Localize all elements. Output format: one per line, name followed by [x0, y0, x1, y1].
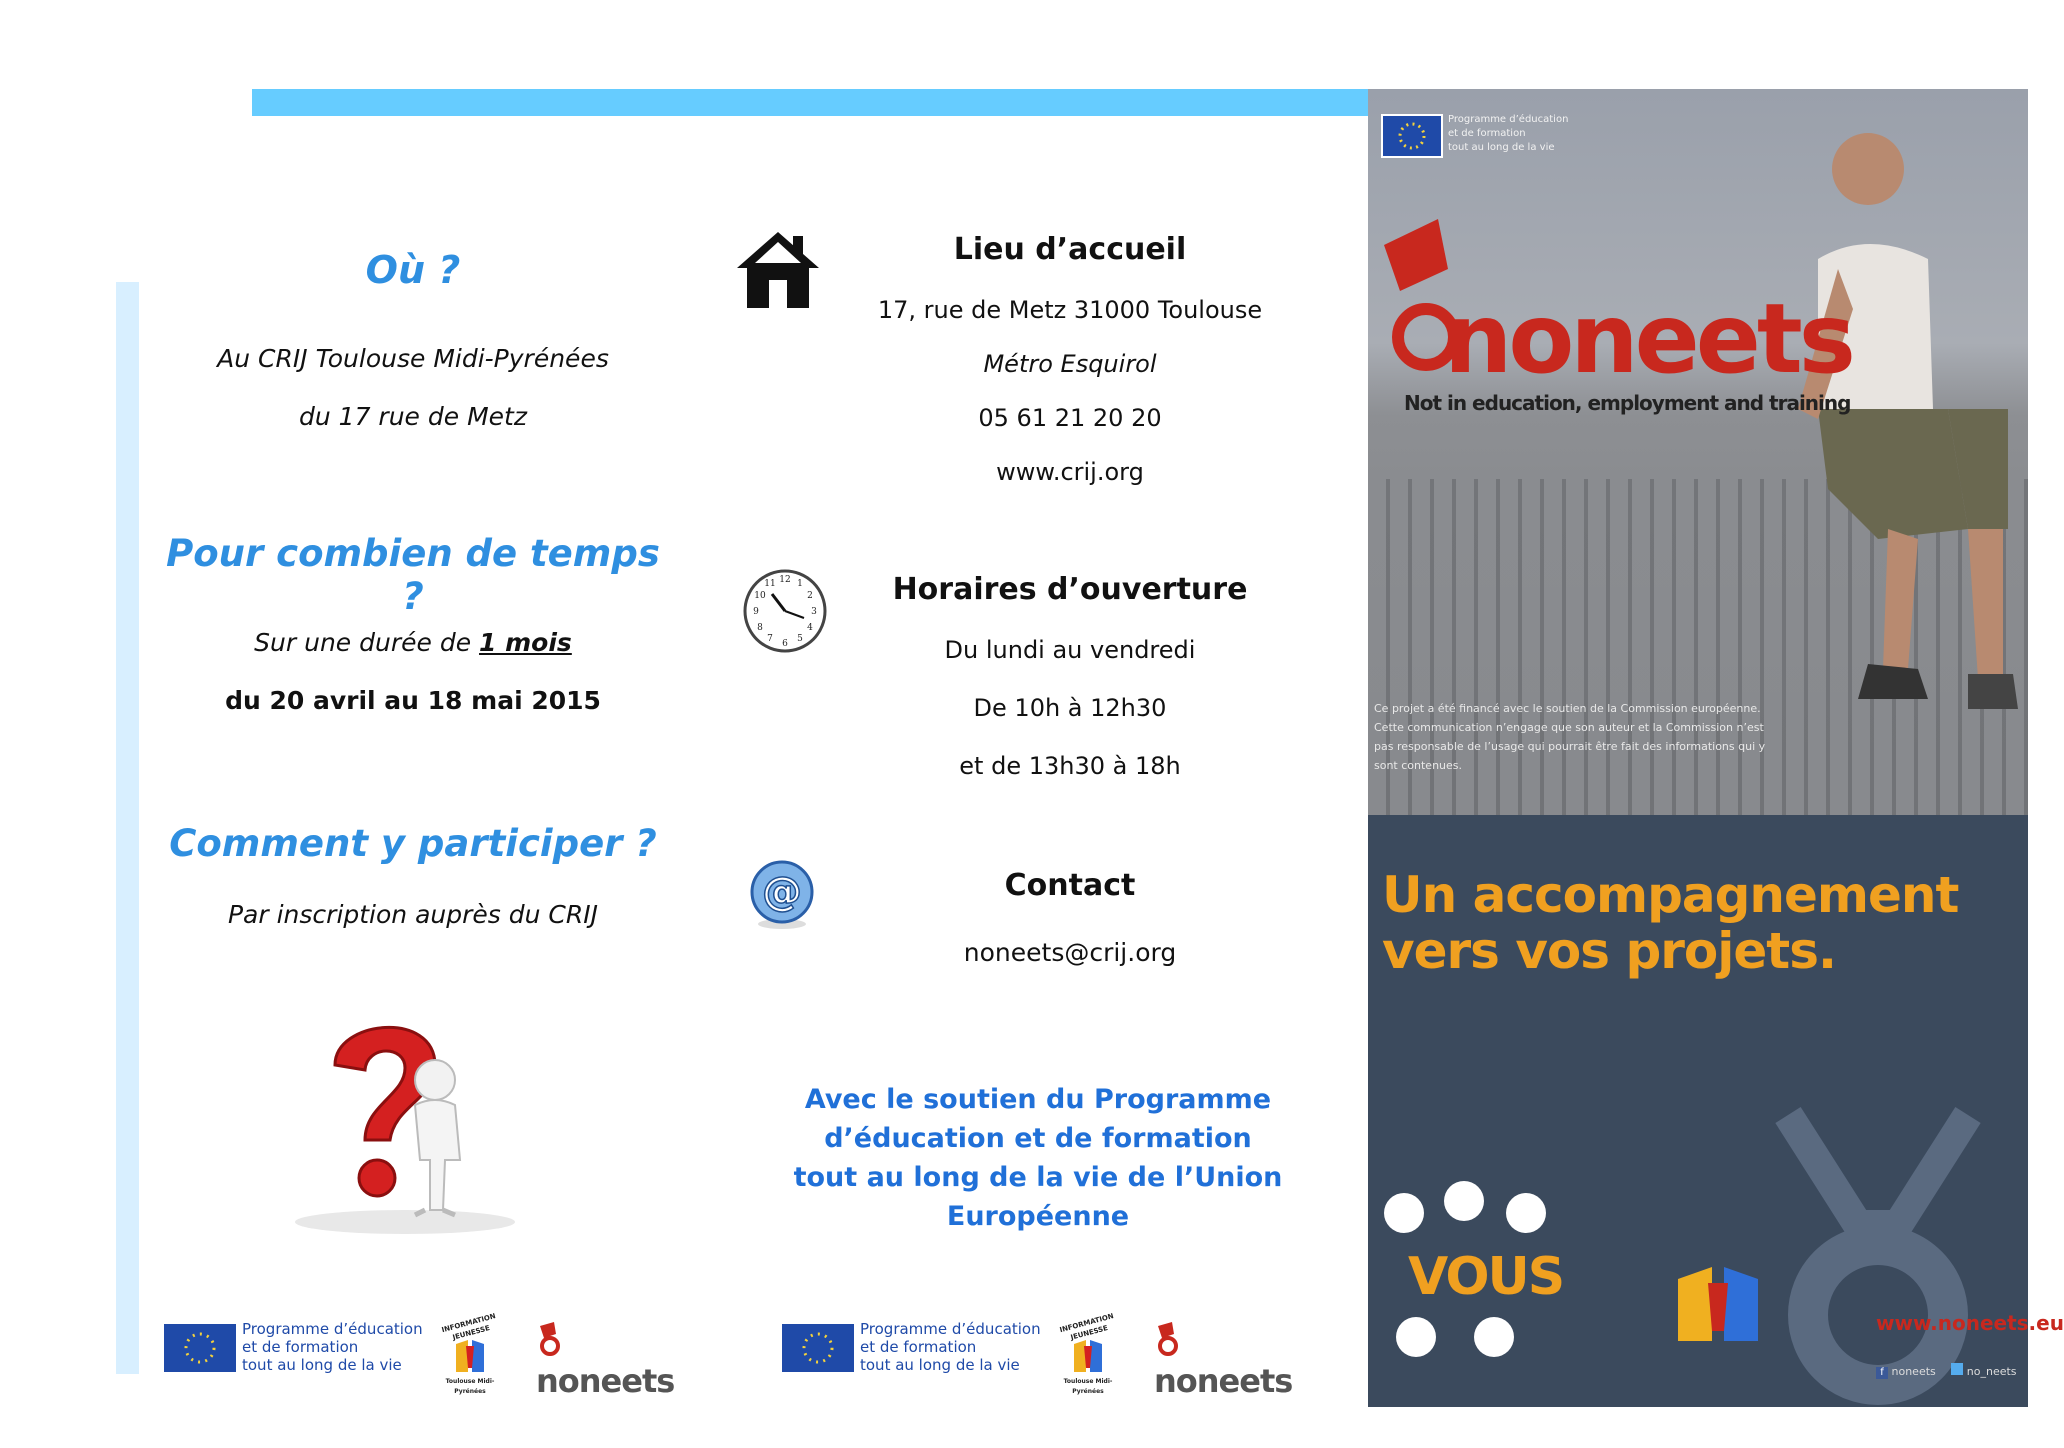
support-text: Avec le soutien du Programme d’éducation et de formation tout au long de la vie de l’Union Européenne [793, 1084, 1283, 1232]
how-text: Par inscription auprès du CRIJ [227, 900, 598, 929]
duration-dates: du 20 avril au 18 mai 2015 [225, 686, 601, 715]
logo-strip-left [164, 1312, 675, 1400]
svg-text:3: 3 [811, 607, 817, 617]
question-figure-image [285, 1010, 525, 1235]
poster-brand: noneets [1444, 283, 1852, 395]
where-title: Où ? [365, 248, 461, 292]
hours-title: Horaires d’ouverture [892, 572, 1248, 607]
info-jeunesse-mark-icon [1068, 1338, 1108, 1374]
poster-figure-watermark-icon [1748, 1075, 2008, 1405]
eu-program-line2: et de formation [242, 1338, 359, 1356]
poster-headline-line2: vers vos projets. [1382, 922, 1836, 980]
noneets-poster [1368, 89, 2064, 1407]
house-icon [735, 228, 821, 310]
noneets-mark-icon [536, 1322, 564, 1362]
eu-program-logo-text [242, 1320, 423, 1374]
poster-disclaimer: Ce projet a été financé avec le soutien de la Commission européenne. Cette communication n’engage que son auteur et la Commission n’est pas responsable de l’usage qui pourrait être fait des informations qui y sont contenues. [1374, 702, 1766, 772]
info-jeunesse-mark-icon [450, 1338, 490, 1374]
svg-text:11: 11 [764, 579, 776, 589]
noneets-logo [1154, 1322, 1292, 1400]
hours-days: Du lundi au vendredi [944, 636, 1196, 664]
at-sign-icon [748, 858, 816, 930]
poster-headline [1382, 867, 1958, 979]
poster-photo [1368, 89, 2028, 815]
svg-text:8: 8 [757, 623, 763, 633]
eu-program-line3: tout au long de la vie [860, 1356, 1020, 1374]
duration-title: Pour combien de temps ? [166, 532, 660, 618]
eu-flag-icon [164, 1324, 236, 1372]
info-jeunesse-region: Toulouse Midi-Pyrénées [1063, 1378, 1113, 1395]
contact-email[interactable]: noneets@crij.org [963, 938, 1177, 967]
info-jeunesse-logo [432, 1312, 508, 1397]
eu-program-logo-text [860, 1320, 1041, 1374]
poster-social [1876, 1363, 2017, 1379]
venue-phone: 05 61 21 20 20 [978, 404, 1162, 432]
duration-line [150, 628, 676, 657]
svg-text:7: 7 [767, 634, 773, 644]
poster-brand-tagline: Not in education, employment and training [1404, 391, 1851, 415]
facebook-icon: f [1876, 1367, 1888, 1379]
eu-program-line2: et de formation [860, 1338, 977, 1356]
clock-icon [742, 568, 828, 654]
svg-text:6: 6 [782, 639, 788, 649]
svg-text:1: 1 [797, 579, 803, 589]
eu-flag-icon [782, 1324, 854, 1372]
where-line2: du 17 rue de Metz [299, 402, 527, 431]
top-accent-bar [252, 89, 1368, 116]
how-title: Comment y participer ? [169, 822, 657, 865]
poster-eu-line1: Programme d’éducation [1448, 114, 1569, 125]
poster-lower-panel [1368, 815, 2064, 1407]
facebook-label: noneets [1891, 1365, 1936, 1378]
noneets-wordmark: noneets [1154, 1362, 1293, 1400]
logo-strip-middle [782, 1312, 1293, 1400]
twitter-label: no_neets [1966, 1365, 2017, 1378]
info-jeunesse-label: INFORMATION JEUNESSE [440, 1312, 497, 1342]
venue-website: www.crij.org [996, 458, 1144, 486]
eu-program-line3: tout au long de la vie [242, 1356, 402, 1374]
eu-program-line1: Programme d’éducation [242, 1320, 423, 1338]
hours-morning: De 10h à 12h30 [973, 694, 1167, 722]
poster-eu-line2: et de formation [1448, 128, 1526, 139]
twitter-icon [1951, 1363, 1963, 1375]
info-jeunesse-label: INFORMATION JEUNESSE [1058, 1312, 1115, 1342]
poster-eu-flag-icon [1382, 115, 1442, 157]
noneets-mark-icon [1154, 1322, 1182, 1362]
poster-vous-label: VOUS [1408, 1247, 1564, 1307]
poster-headline-line1: Un accompagnement [1382, 866, 1959, 924]
svg-text:@: @ [762, 869, 802, 915]
svg-text:10: 10 [754, 591, 766, 601]
eu-program-line1: Programme d’éducation [860, 1320, 1041, 1338]
noneets-wordmark: noneets [536, 1362, 675, 1400]
poster-website[interactable]: www.noneets.eu [1876, 1311, 2064, 1335]
venue-address: 17, rue de Metz 31000 Toulouse [877, 296, 1263, 324]
contact-title: Contact [1004, 868, 1136, 903]
svg-text:5: 5 [797, 634, 803, 644]
left-accent-bar [116, 282, 139, 1374]
duration-value: 1 mois [479, 628, 572, 657]
where-line1: Au CRIJ Toulouse Midi-Pyrénées [217, 344, 609, 373]
info-jeunesse-logo [1050, 1312, 1126, 1397]
svg-text:9: 9 [753, 607, 759, 617]
svg-text:12: 12 [779, 575, 791, 585]
poster-eu-text [1448, 113, 1568, 155]
person-photo [1758, 109, 2028, 769]
svg-text:2: 2 [807, 591, 813, 601]
noneets-logo [536, 1322, 674, 1400]
duration-prefix: Sur une durée de [254, 628, 480, 657]
info-jeunesse-region: Toulouse Midi-Pyrénées [445, 1378, 495, 1395]
poster-eu-line3: tout au long de la vie [1448, 142, 1555, 153]
venue-metro: Métro Esquirol [983, 350, 1157, 378]
poster-info-jeunesse-icon [1668, 1255, 1768, 1345]
hours-afternoon: et de 13h30 à 18h [959, 752, 1181, 780]
venue-title: Lieu d’accueil [953, 232, 1187, 267]
svg-text:4: 4 [807, 623, 813, 633]
